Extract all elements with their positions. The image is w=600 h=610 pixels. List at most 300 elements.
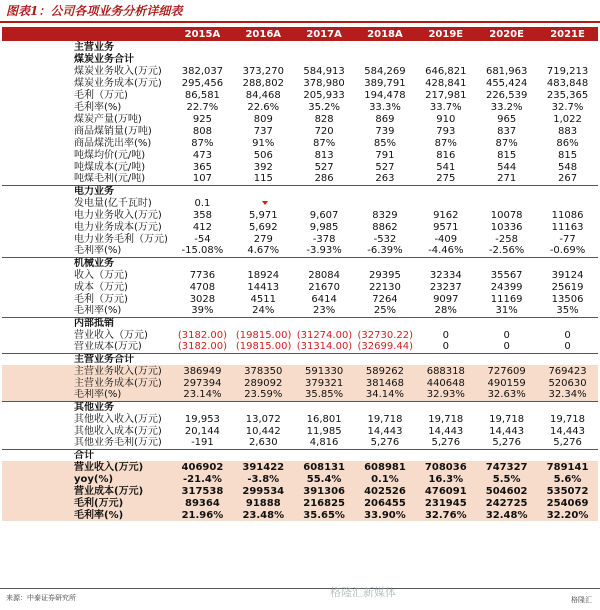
header-year: 2017A	[294, 27, 355, 41]
empty-cell	[537, 317, 598, 329]
empty-cell	[415, 53, 476, 65]
table-cell: 34.14%	[355, 389, 416, 401]
table-cell: 541	[436, 161, 456, 173]
table-cell: 9,607	[309, 209, 339, 221]
table-cell: -77	[559, 233, 576, 245]
section-power: 电力业务	[2, 185, 172, 197]
empty-cell	[294, 53, 355, 65]
row-label: 煤炭业务收入(万元)	[74, 65, 162, 77]
empty-cell	[172, 449, 233, 461]
table-cell: 91%	[252, 137, 275, 149]
empty-cell	[172, 353, 233, 365]
table-cell: 8862	[372, 221, 398, 233]
table-cell: 86,581	[184, 89, 220, 101]
table-cell: 727609	[476, 365, 537, 377]
table-cell: 4,816	[309, 437, 339, 449]
table-title: 图表1：公司各项业务分析详细表	[6, 4, 183, 18]
table-cell: 9571	[433, 221, 459, 233]
table-cell: -4.46%	[428, 245, 464, 257]
table-cell: 89364	[172, 497, 233, 509]
empty-cell	[537, 401, 598, 413]
table-cell: 527	[375, 161, 395, 173]
table-cell: 428,841	[425, 77, 467, 89]
table-cell: 476091	[415, 485, 476, 497]
table-cell: 391422	[233, 461, 294, 473]
empty-cell	[172, 53, 233, 65]
row-label: 其他收入成本(万元)	[74, 425, 162, 437]
table-cell: 19,953	[184, 413, 220, 425]
table-cell: 11,985	[306, 425, 342, 437]
header-year: 2019E	[415, 27, 476, 41]
table-cell: 2,630	[248, 437, 278, 449]
table-row	[2, 437, 598, 449]
table-cell: 391306	[294, 485, 355, 497]
table-cell: 288,802	[242, 77, 284, 89]
table-cell: 20,144	[184, 425, 220, 437]
table-cell: 23.14%	[172, 389, 233, 401]
table-cell: 18924	[247, 269, 280, 281]
table-row	[2, 509, 598, 521]
row-label: 营业成本(万元)	[2, 485, 172, 497]
table-cell: 5.5%	[476, 473, 537, 485]
table-cell: 392	[253, 161, 273, 173]
table-cell: (3182.00)	[177, 341, 227, 353]
row-label: 吨煤毛利(元/吨)	[74, 173, 146, 185]
table-cell: 789141	[537, 461, 598, 473]
section-coal: 煤炭业务合计	[74, 53, 134, 65]
table-cell: 406902	[172, 461, 233, 473]
empty-cell	[294, 449, 355, 461]
table-cell: 381468	[355, 377, 416, 389]
empty-cell	[172, 401, 233, 413]
watermark: 格隆汇新媒体	[330, 586, 396, 599]
row-label: yoy(%)	[2, 473, 172, 485]
table-cell: -258	[495, 233, 518, 245]
table-cell: 506	[253, 149, 273, 161]
empty-cell	[537, 353, 598, 365]
table-cell: 5,692	[248, 221, 278, 233]
table-row	[2, 125, 598, 137]
table-row	[2, 209, 598, 221]
row-label: 电力业务成本(万元)	[74, 221, 162, 233]
table-cell: 84,468	[245, 89, 281, 101]
table-cell: 358	[192, 209, 212, 221]
table-cell: 386949	[172, 365, 233, 377]
row-label: 主营业务收入(万元)	[2, 365, 172, 377]
table-cell: 35%	[556, 305, 579, 317]
table-cell: 412	[192, 221, 212, 233]
table-cell: 35.85%	[294, 389, 355, 401]
table-cell: 681,963	[485, 65, 528, 77]
table-cell: 39124	[551, 269, 584, 281]
table-cell: 28084	[308, 269, 341, 281]
empty-cell	[294, 401, 355, 413]
table-cell: 0.1%	[355, 473, 416, 485]
table-cell: -15.08%	[181, 245, 224, 257]
table-cell: 828	[314, 113, 334, 125]
table-cell: 9,985	[309, 221, 339, 233]
table-cell: 815	[497, 149, 517, 161]
row-label: 发电量(亿千瓦时)	[74, 197, 152, 209]
table-cell: 33.90%	[355, 509, 416, 521]
section-machine: 机械业务	[2, 257, 172, 269]
table-row	[2, 113, 598, 125]
table-cell: 378,980	[303, 77, 345, 89]
table-cell: 289092	[233, 377, 294, 389]
table-cell: 194,478	[364, 89, 406, 101]
table-cell: 379321	[294, 377, 355, 389]
table-row	[2, 425, 598, 437]
table-cell: 0	[442, 329, 449, 341]
table-cell: 5.6%	[537, 473, 598, 485]
empty-cell	[355, 41, 416, 53]
empty-cell	[294, 257, 355, 269]
table-cell: 14,443	[367, 425, 403, 437]
table-cell: 608981	[355, 461, 416, 473]
table-cell: 10,442	[245, 425, 281, 437]
table-cell	[537, 197, 598, 209]
table-cell: 33.2%	[490, 101, 523, 113]
section-main-total: 主营业务合计	[2, 353, 172, 365]
table-row	[2, 377, 598, 389]
table-cell	[476, 197, 537, 209]
table-cell: 33.7%	[429, 101, 462, 113]
table-cell: 4708	[189, 281, 216, 293]
table-cell: 13,072	[245, 413, 281, 425]
table-cell: -532	[373, 233, 397, 245]
table-cell: 0	[503, 341, 510, 353]
table-cell: 490159	[476, 377, 537, 389]
table-cell: 504602	[476, 485, 537, 497]
row-label: 毛利率(%)	[2, 509, 172, 521]
table-row	[2, 161, 598, 173]
table-cell: 263	[375, 173, 395, 185]
table-cell: 29395	[369, 269, 401, 281]
empty-cell	[476, 257, 537, 269]
table-cell: 23.48%	[233, 509, 294, 521]
table-cell: 739	[375, 125, 395, 137]
table-row	[2, 413, 598, 425]
table-row	[2, 137, 598, 149]
table-row	[2, 233, 598, 245]
table-cell: 267	[557, 173, 578, 185]
table-cell: 5,276	[553, 437, 582, 449]
table-cell: 226,539	[485, 89, 528, 101]
empty-cell	[233, 185, 294, 197]
table-cell: -21.4%	[172, 473, 233, 485]
table-cell: 883	[557, 125, 578, 137]
table-cell: 646,821	[425, 65, 467, 77]
table-cell: 31%	[495, 305, 518, 317]
table-cell: 22.7%	[186, 101, 219, 113]
table-cell: 23237	[429, 281, 462, 293]
table-row	[2, 497, 598, 509]
table-cell: -3.93%	[306, 245, 342, 257]
bottom-divider	[0, 588, 600, 589]
table-cell: 382,037	[181, 65, 224, 77]
empty-cell	[415, 257, 476, 269]
table-cell: 708036	[415, 461, 476, 473]
row-label: 其他业务毛利(万元)	[74, 437, 162, 449]
row-label: 煤炭产量(万吨)	[74, 113, 142, 125]
row-label: 毛利（万元)	[74, 89, 128, 101]
table-row	[2, 269, 598, 281]
table-cell: 5,276	[370, 437, 400, 449]
table-cell: 16.3%	[415, 473, 476, 485]
table-cell: 87%	[495, 137, 518, 149]
table-cell: 13506	[551, 293, 584, 305]
table-cell: 0	[564, 329, 571, 341]
table-cell: 32334	[429, 269, 462, 281]
empty-cell	[233, 41, 294, 53]
table-cell: 35.65%	[294, 509, 355, 521]
section-row	[2, 353, 598, 365]
empty-cell	[415, 317, 476, 329]
table-cell: 35567	[490, 269, 523, 281]
header-year: 2015A	[172, 27, 233, 41]
table-cell: 11169	[490, 293, 523, 305]
empty-cell	[233, 353, 294, 365]
empty-cell	[537, 449, 598, 461]
table-cell: -2.56%	[488, 245, 525, 257]
business-analysis-table	[2, 27, 598, 521]
table-cell: 23%	[312, 305, 336, 317]
table-cell: 365	[192, 161, 212, 173]
table-row	[2, 197, 598, 209]
row-label: 吨煤成本(元/吨)	[74, 161, 146, 173]
header-row	[2, 27, 598, 41]
table-cell: -6.39%	[367, 245, 403, 257]
row-label: 毛利率(%)	[2, 389, 172, 401]
table-cell: 809	[253, 113, 273, 125]
table-cell: 535072	[537, 485, 598, 497]
table-cell: 32.20%	[537, 509, 598, 521]
empty-cell	[415, 353, 476, 365]
table-cell: 16,801	[306, 413, 342, 425]
section-row	[2, 401, 598, 413]
row-label: 商品煤洗出率(%)	[74, 137, 152, 149]
table-cell: 21.96%	[172, 509, 233, 521]
table-cell: (19815.00)	[235, 341, 292, 353]
header-year: 2018A	[355, 27, 416, 41]
table-cell: 32.48%	[476, 509, 537, 521]
row-label: 毛利（万元)	[74, 293, 128, 305]
section-other: 其他业务	[2, 401, 172, 413]
table-row	[2, 461, 598, 473]
section-row	[2, 449, 598, 461]
table-cell: 19,718	[428, 413, 464, 425]
table-cell: 808	[192, 125, 212, 137]
empty-cell	[355, 317, 416, 329]
table-cell: -54	[194, 233, 211, 245]
row-label: 营业收入（万元)	[74, 329, 148, 341]
table-row	[2, 221, 598, 233]
table-cell: 275	[436, 173, 456, 185]
empty-cell	[476, 185, 537, 197]
row-label: 煤炭业务成本(万元)	[74, 77, 162, 89]
table-cell: (3182.00)	[177, 329, 227, 341]
table-cell: 548	[557, 161, 578, 173]
table-cell: 11086	[551, 209, 584, 221]
table-cell: 925	[192, 113, 212, 125]
table-cell: 231945	[415, 497, 476, 509]
table-cell: 6414	[311, 293, 337, 305]
table-row	[2, 89, 598, 101]
table-cell: 719,213	[546, 65, 589, 77]
table-row	[2, 485, 598, 497]
table-cell: 5,276	[431, 437, 461, 449]
table-cell: 32.7%	[551, 101, 584, 113]
table-cell: (19815.00)	[235, 329, 292, 341]
empty-cell	[476, 41, 537, 53]
row-label: 成本（万元)	[74, 281, 128, 293]
table-row	[2, 293, 598, 305]
table-cell: 589262	[355, 365, 416, 377]
table-cell	[294, 197, 355, 209]
empty-cell	[172, 317, 233, 329]
table-cell: 317538	[172, 485, 233, 497]
title-divider	[0, 21, 600, 23]
table-cell: 32.34%	[537, 389, 598, 401]
table-cell: 279	[253, 233, 273, 245]
table-cell: 55.4%	[294, 473, 355, 485]
table-cell: 85%	[373, 137, 397, 149]
table-cell: 910	[436, 113, 456, 125]
table-cell: 869	[375, 113, 395, 125]
table-cell: 35.2%	[308, 101, 340, 113]
table-cell: 11163	[551, 221, 584, 233]
row-label: 毛利率(%)	[74, 305, 122, 317]
table-cell	[355, 197, 416, 209]
table-row	[2, 389, 598, 401]
table-row	[2, 365, 598, 377]
section-row	[2, 185, 598, 197]
empty-cell	[294, 185, 355, 197]
table-cell: 14,443	[489, 425, 525, 437]
table-row	[2, 329, 598, 341]
table-cell: 14413	[247, 281, 280, 293]
table-cell: 91888	[233, 497, 294, 509]
section-row	[2, 257, 598, 269]
table-cell: 8329	[372, 209, 398, 221]
table-cell: 378350	[233, 365, 294, 377]
table-cell: 769423	[537, 365, 598, 377]
table-cell: 7264	[372, 293, 398, 305]
empty-cell	[476, 401, 537, 413]
table-row	[2, 173, 598, 185]
table-cell: 584,913	[303, 65, 345, 77]
table-cell: 205,933	[303, 89, 345, 101]
table-cell: 3028	[189, 293, 216, 305]
empty-cell	[537, 257, 598, 269]
section-row	[2, 317, 598, 329]
table-cell: 608131	[294, 461, 355, 473]
table-cell: 837	[497, 125, 517, 137]
table-cell: 4.67%	[247, 245, 280, 257]
table-cell: 455,424	[485, 77, 528, 89]
empty-cell	[476, 317, 537, 329]
header-year: 2016A	[233, 27, 294, 41]
source-note: 来源：中泰证券研究所	[6, 594, 76, 602]
row-label: 其他收入收入(万元)	[74, 413, 162, 425]
table-cell: 25%	[373, 305, 397, 317]
table-cell: 483,848	[546, 77, 589, 89]
table-cell: (31314.00)	[296, 341, 353, 353]
flag-marker-icon	[262, 201, 268, 205]
table-cell: 0	[564, 341, 571, 353]
section-row	[2, 53, 598, 65]
table-cell: (32730.22)	[357, 329, 414, 341]
table-cell: 14,443	[428, 425, 464, 437]
table-cell: 22130	[369, 281, 401, 293]
section-main: 主营业务	[74, 41, 114, 53]
table-cell: 473	[192, 149, 212, 161]
empty-cell	[294, 317, 355, 329]
table-cell: 747327	[476, 461, 537, 473]
table-cell: -409	[434, 233, 458, 245]
table-cell: 373,270	[242, 65, 284, 77]
table-cell: 544	[497, 161, 517, 173]
table-cell: 584,269	[364, 65, 406, 77]
table-cell: 86%	[556, 137, 579, 149]
empty-cell	[355, 449, 416, 461]
table-cell: (32699.44)	[357, 341, 414, 353]
row-label: 收入（万元)	[74, 269, 128, 281]
table-cell: 5,971	[248, 209, 278, 221]
table-cell: 87%	[191, 137, 214, 149]
table-cell: 9162	[433, 209, 459, 221]
table-cell: 0.1	[194, 197, 211, 209]
table-cell: -3.8%	[233, 473, 294, 485]
table-cell: 816	[436, 149, 456, 161]
table-cell: -378	[312, 233, 336, 245]
table-cell: 815	[557, 149, 578, 161]
table-body	[2, 41, 598, 521]
section-total: 合计	[2, 449, 172, 461]
table-cell: 520630	[537, 377, 598, 389]
table-cell: 10078	[490, 209, 523, 221]
table-cell: 720	[314, 125, 334, 137]
empty-cell	[233, 257, 294, 269]
table-cell: 217,981	[425, 89, 467, 101]
table-row	[2, 473, 598, 485]
table-cell: 389,791	[364, 77, 406, 89]
table-cell: 25619	[551, 281, 584, 293]
empty-cell	[233, 317, 294, 329]
row-label: 营业收入(万元)	[2, 461, 172, 473]
table-cell: 115	[253, 173, 273, 185]
empty-cell	[537, 53, 598, 65]
table-cell: 1,022	[553, 113, 582, 125]
empty-cell	[233, 53, 294, 65]
table-cell: 688318	[415, 365, 476, 377]
empty-cell	[355, 257, 416, 269]
table-cell: 24399	[490, 281, 523, 293]
table-cell: 295,456	[181, 77, 224, 89]
empty-cell	[415, 449, 476, 461]
empty-cell	[476, 449, 537, 461]
table-cell: 0	[442, 341, 449, 353]
table-cell: 87%	[312, 137, 336, 149]
table-cell: 7736	[189, 269, 216, 281]
empty-cell	[476, 353, 537, 365]
table-cell: 206455	[355, 497, 416, 509]
empty-cell	[172, 257, 233, 269]
empty-cell	[172, 41, 233, 53]
table-cell: 33.3%	[369, 101, 401, 113]
table-cell: 254069	[537, 497, 598, 509]
table-cell: 591330	[294, 365, 355, 377]
